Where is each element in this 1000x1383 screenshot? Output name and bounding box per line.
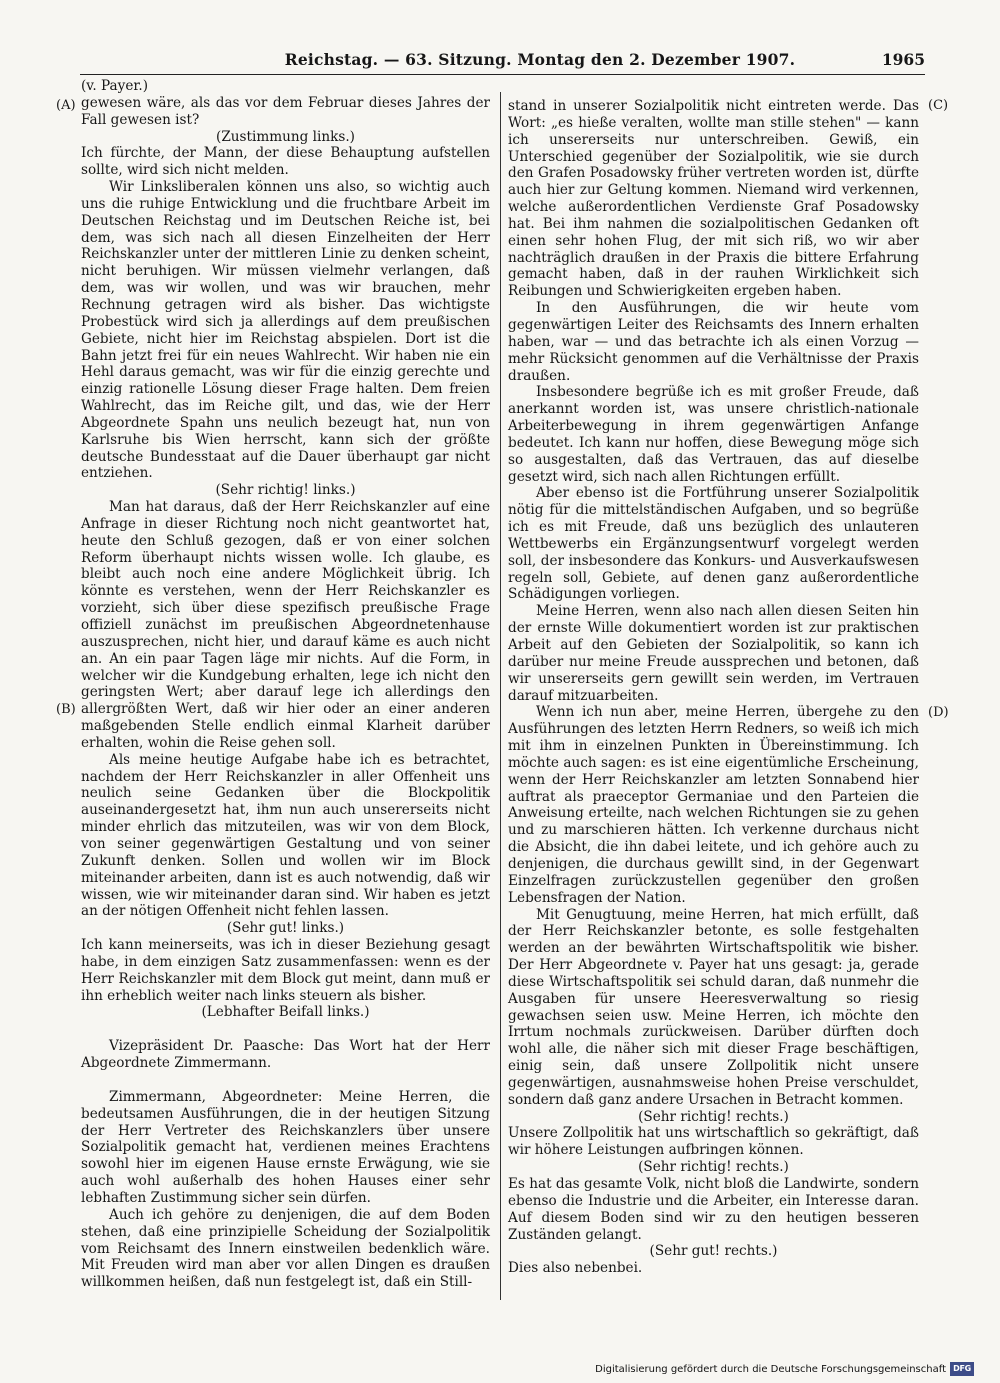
interjection: (Sehr gut! links.): [226, 920, 345, 937]
paragraph: stand in unserer Sozialpolitik nicht eintreten werde. Das Wort: „es hieße veralten, wollte man stille stehen" — kann ich unsererseits nur unterschreiben. Gewiß, ein Unterschied gegenüber der Sozialpolitik, wie sie durch den Grafen Posadowsky früher vertreten worden ist, dürfte auch hier zur Geltung kommen. Niemand wird verkennen, welche außerordentlichen Verdienste Graf Posadowsky hat. Bei ihm nahmen die sozialpolitischen Gedanken oft einen sehr hohen Flug, der mit sich riß, wo wir aber nachträglich draußen in der Praxis die bittere Erfahrung gemacht haben, daß in der rauhen Wirklichkeit sich Reibungen und Schwierigkeiten ergeben haben.: [508, 98, 919, 300]
paragraph: Wir Linksliberalen können uns also, so wichtig auch uns die ruhige Entwicklung und die fruchtbare Arbeit im Deutschen Reichstag und im Deutschen Reiche ist, bei dem, was sich nach all diesen Einzelheiten der Herr Reichskanzler unter der mittleren Linie zu denken scheint, nicht beruhigen. Wir müssen vielmehr verlangen, daß dem, was wir wollen, und was wir brauchen, mehr Rechnung getragen wird als bisher. Das wichtigste Probestück wird sich ja allerdings auf dem preußischen Gebiete, nicht hier im Reichstag abspielen. Dort ist die Bahn jetzt frei für ein neues Wahlrecht. Wir haben nie ein Hehl daraus gemacht, was wir für die einzig gerechte und einzig rationelle Lösung dieser Frage halten. Dem freien Wahlrecht, das im Reiche gilt, und das, wie der Herr Abgeordnete Spahn uns neulich bezeugt hat, nun von Karlsruhe bis Wien herrscht, kann sich der größte deutsche Bundesstaat auf die Dauer überhaupt gar nicht entziehen.: [81, 179, 490, 482]
header-rule: [80, 74, 925, 75]
running-header: [80, 50, 925, 76]
interjection: (Zustimmung links.): [216, 128, 355, 145]
paragraph: Wenn ich nun aber, meine Herren, übergehe zu den Ausführungen des letzten Herrn Redners, so weiß ich mich mit ihm in einzelnen Punkten in Übereinstimmung. Ich möchte auch sagen: es ist eine eigentümliche Erscheinung, wenn der Herr Reichskanzler am letzten Sonnabend hier auftrat als praeceptor Germaniae und den Parteien die Anweisung erteilte, nach welchen Richtungen sie zu gehen und zu marschieren hätten. Ich verkenne durchaus nicht die Absicht, die ihn dabei leitete, und ich gehöre auch zu denjenigen, die durchaus gewillt sind, in der Gegenwart Einzelfragen zurückzustellen gegenüber den großen Lebensfragen der Nation.: [508, 704, 919, 906]
chair-announcement: Vizepräsident Dr. Paasche: Das Wort hat der Herr Abgeordnete Zimmermann.: [81, 1038, 490, 1072]
paragraph: Auch ich gehöre zu denjenigen, die auf dem Boden stehen, daß eine prinzipielle Scheidung der Sozialpolitik vom Reichsamt des Innern einstweilen bedenklich wäre. Mit Freuden wird man aber vor allen Dingen es draußen willkommen heißen, daß nun festgelegt ist, daß ein Still-: [81, 1206, 490, 1291]
margin-marker-b: (B): [56, 702, 76, 717]
paragraph: Ich fürchte, der Mann, der diese Behauptung aufstellen sollte, wird sich nicht melden.: [81, 145, 490, 179]
paragraph: Man hat daraus, daß der Herr Reichskanzler auf eine Anfrage in dieser Richtung noch nicht geantwortet hat, heute den Schluß gezogen, daß er von einer solchen Reform überhaupt nichts wissen wolle. Ich glaube, es bleibt auch noch eine andere Möglichkeit übrig. Ich könnte es verstehen, wenn der Herr Reichskanzler es vorzieht, sich über diese spezifisch preußische Frage offiziell zunächst im preußischen Abgeordnetenhause auszusprechen, nicht hier, und darauf käme es auch nicht an. An ein paar Tagen läge mir nichts. Auf die Form, in welcher wir die Kundgebung erhalten, lege ich nicht den geringsten Wert; aber darauf lege ich allerdings den allergrößten Wert, daß wir hier oder an einer anderen maßgebenden Stelle endlich einmal Klarheit darüber erhalten, wohin die Reise gehen soll.: [81, 499, 490, 751]
dfg-logo: DFG: [950, 1362, 974, 1376]
margin-marker-c: (C): [928, 98, 949, 113]
paragraph: gewesen wäre, als das vor dem Februar dieses Jahres der Fall gewesen ist?: [81, 94, 490, 128]
page-number: 1965: [881, 50, 925, 69]
paragraph: Es hat das gesamte Volk, nicht bloß die Landwirte, sondern ebenso die Industrie und die Arbeiter, ein Interesse daran. Auf diesem Boden sind wir zu den heutigen besseren Zuständen gelangt.: [508, 1176, 919, 1243]
interjection: (Lebhafter Beifall links.): [201, 1004, 370, 1021]
left-column: [81, 78, 490, 1291]
paragraph: Insbesondere begrüße ich es mit großer Freude, daß anerkannt worden ist, was unsere christlich-nationale Arbeiterbewegung in ihrem gegenwärtigen Anfange bedeutet. Ich kann nur hoffen, diese Bewegung möge sich so ausgestalten, daß das Vertrauen, das auf dieselbe gesetzt wird, sich nach allen Richtungen erfüllt.: [508, 384, 919, 485]
column-separator: [500, 92, 501, 1300]
paragraph: Meine Herren, wenn also nach allen diesen Seiten hin der ernste Wille dokumentiert worden ist zur praktischen Arbeit auf den Gebieten der Sozialpolitik, so kann ich darüber nur meine Freude aussprechen und betonen, daß wir unsererseits gern gewillt sein werden, im Vertrauen darauf mitzuarbeiten.: [508, 603, 919, 704]
digitization-credit: [595, 1362, 974, 1376]
right-column: [508, 98, 919, 1277]
speech-opening: Zimmermann, Abgeordneter: Meine Herren, die bedeutsamen Ausführungen, die in der heutigen Sitzung der Herr Vertreter des Reichskanzlers über unsere Sozialpolitik gemacht hat, verdienen meines Erachtens sowohl hier im eigenen Hause ernste Erwägung, wie sie auch wohl außerhalb des hohen Hauses einer sehr lebhaften Zustimmung sicher sein dürfen.: [81, 1088, 490, 1206]
paragraph: Aber ebenso ist die Fortführung unserer Sozialpolitik nötig für die mittelständischen Aufgaben, und so begrüße ich es mit Freude, daß uns bezüglich des unlauteren Wettbewerbs ein Ergänzungsentwurf vorgelegt werden soll, der insbesondere das Konkurs- und Ausverkaufswesen regeln soll, Gebiete, auf denen ganz außerordentliche Schädigungen vorliegen.: [508, 485, 919, 603]
interjection: (Sehr richtig! links.): [215, 482, 356, 499]
interjection: (Sehr richtig! rechts.): [638, 1108, 789, 1125]
interjection: (Sehr richtig! rechts.): [638, 1159, 789, 1176]
running-title: Reichstag. — 63. Sitzung. Montag den 2. Dezember 1907.: [284, 50, 796, 69]
paragraph: Mit Genugtuung, meine Herren, hat mich erfüllt, daß der Herr Reichskanzler betonte, es solle festgehalten werden an der bewährten Wirtschaftspolitik wie bisher. Der Herr Abgeordnete v. Payer hat uns gesagt: ja, gerade diese Wirtschaftspolitik sei schuld daran, daß nunmehr die Ausgaben für unsere Heeresverwaltung so riesig gewachsen seien usw. Meine Herren, ich möchte den Irrtum nochmals zurückweisen. Darüber dürften doch wohl alle, die näher sich mit dieser Frage beschäftigen, einig sein, daß unsere Zollpolitik nicht unsere gegenwärtigen, ausnahmsweise hohen Preise verschuldet, sondern daß ganz andere Ursachen in Betracht kommen.: [508, 906, 919, 1108]
paragraph: Dies also nebenbei.: [508, 1260, 643, 1277]
paragraph: Unsere Zollpolitik hat uns wirtschaftlich so gekräftigt, daß wir höhere Leistungen aufbringen können.: [508, 1125, 919, 1159]
paragraph: In den Ausführungen, die wir heute vom gegenwärtigen Leiter des Reichsamts des Innern erhalten haben, war — und das betrachte ich als einen Vorzug — mehr Rücksicht genommen auf die Verhältnisse der Praxis draußen.: [508, 300, 919, 384]
interjection: (Sehr gut! rechts.): [649, 1243, 778, 1260]
margin-marker-a: (A): [56, 98, 76, 113]
paragraph: Als meine heutige Aufgabe habe ich es betrachtet, nachdem der Herr Reichskanzler in aller Offenheit uns neulich seine Gedanken über die Blockpolitik auseinandergesetzt hat, ihm nun auch unsererseits nicht minder ehrlich das mitzuteilen, was wir von dem Block, von seiner gegenwärtigen Gestaltung und von seiner Zukunft denken. Sollen und wollen wir im Block miteinander arbeiten, dann ist es auch notwendig, daß wir wissen, wie wir miteinander daran sind. Wir haben es jetzt an der nötigen Offenheit nicht fehlen lassen.: [81, 751, 490, 920]
margin-marker-d: (D): [928, 705, 949, 720]
credit-text: Digitalisierung gefördert durch die Deutsche Forschungsgemeinschaft: [595, 1363, 946, 1375]
speaker-label: (v. Payer.): [81, 78, 149, 94]
paragraph: Ich kann meinerseits, was ich in dieser Beziehung gesagt habe, in dem einzigen Satz zusammenfassen: wenn es der Herr Reichskanzler mit dem Block gut meint, dann muß er ihn erheblich weiter nach links steuern als bisher.: [81, 937, 490, 1004]
